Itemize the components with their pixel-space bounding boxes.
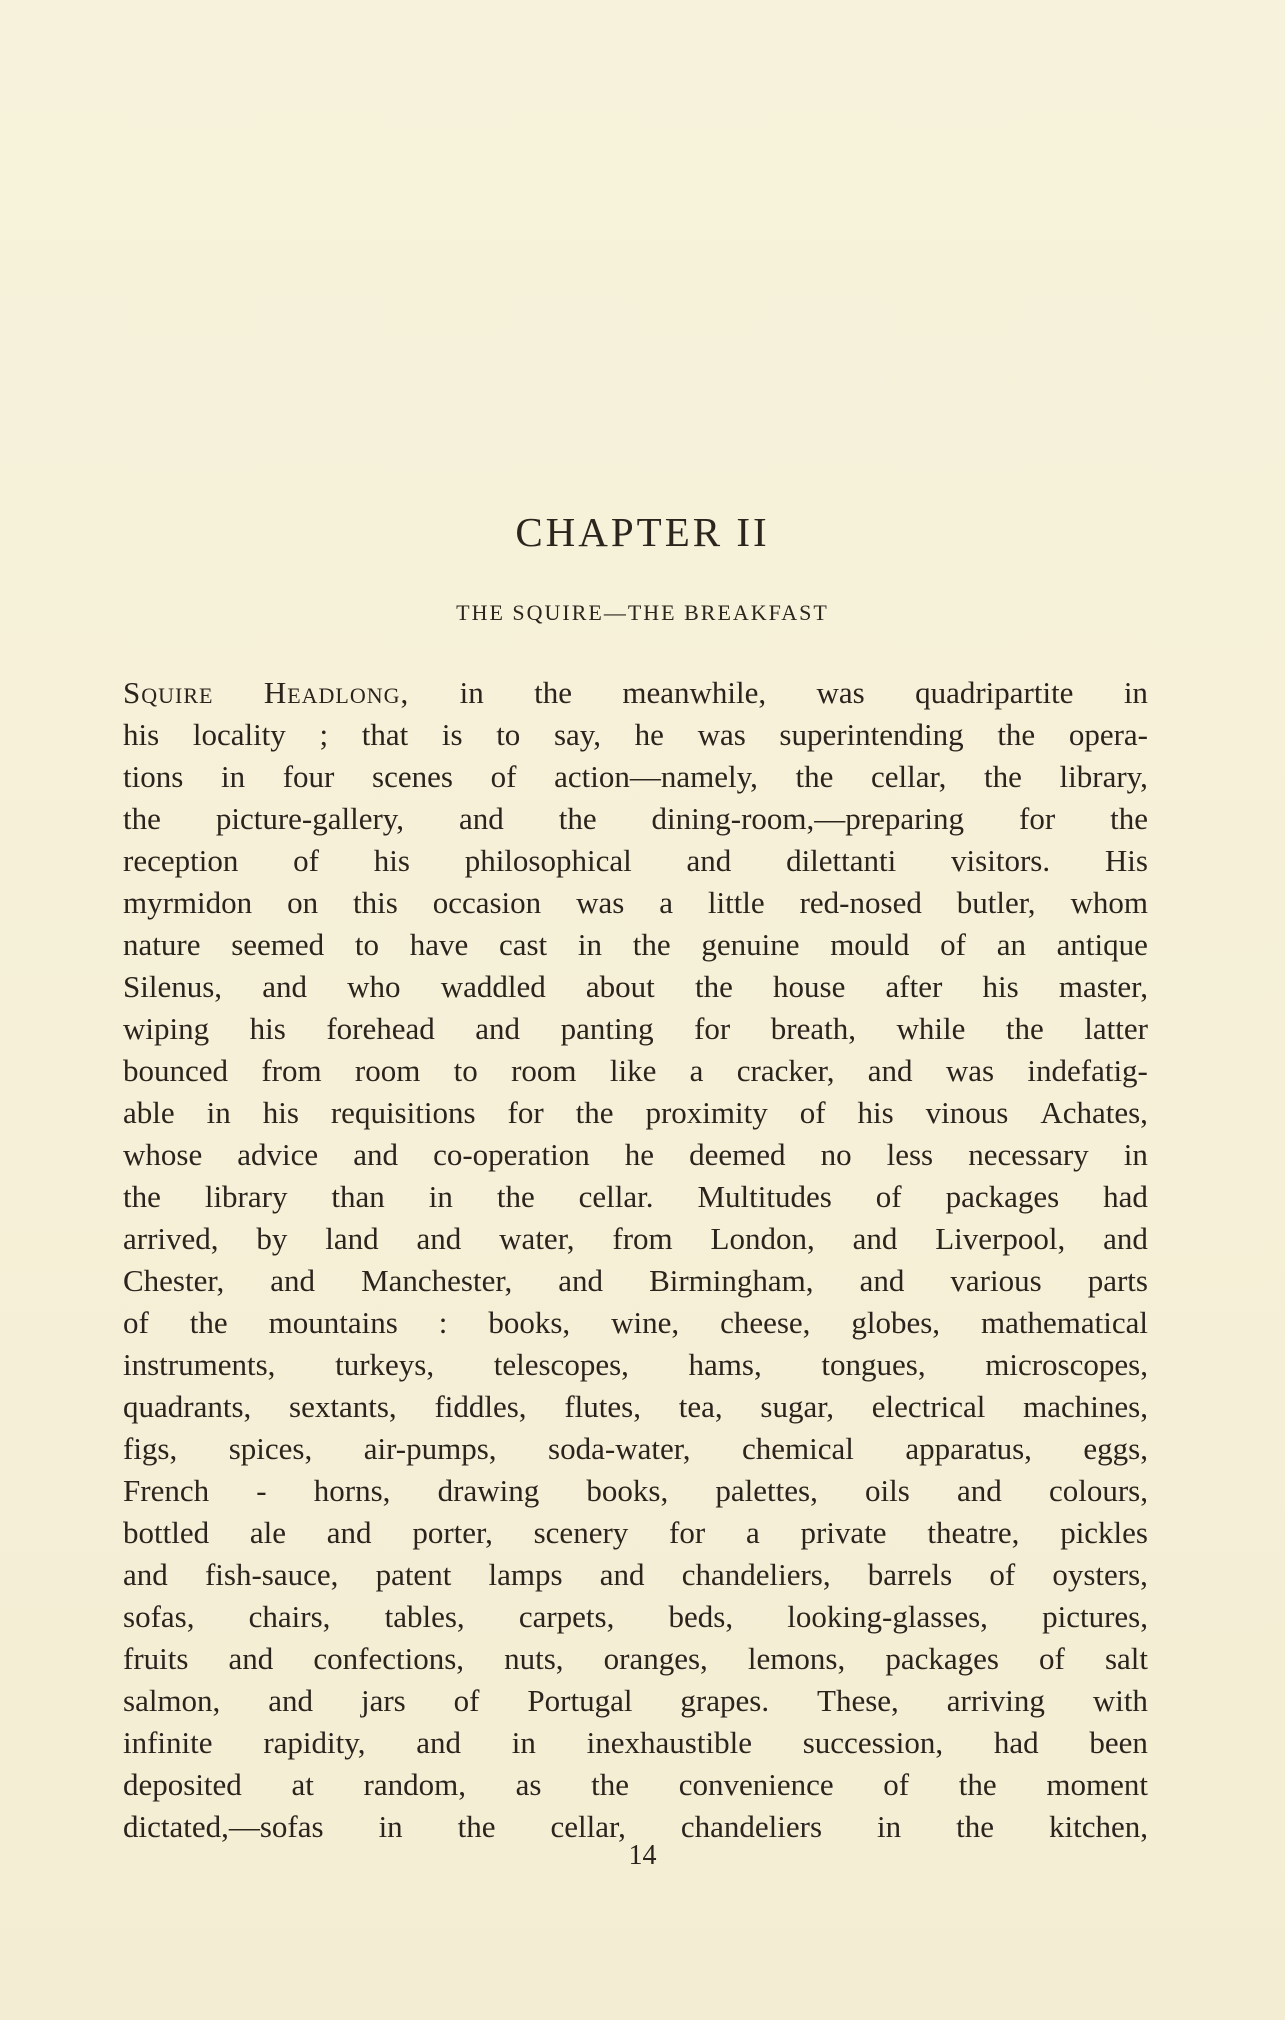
word: the bbox=[795, 759, 834, 794]
word: pickles bbox=[1060, 1515, 1148, 1550]
word: visitors. bbox=[951, 843, 1051, 878]
word: infinite bbox=[123, 1725, 213, 1760]
text-line bbox=[123, 1176, 1148, 1218]
word: telescopes, bbox=[493, 1347, 629, 1382]
word: on bbox=[287, 885, 319, 920]
word: of bbox=[940, 927, 966, 962]
word: deposited bbox=[123, 1767, 242, 1802]
word: to bbox=[453, 1053, 478, 1088]
word: was bbox=[576, 885, 625, 920]
word: oils bbox=[865, 1473, 910, 1508]
word: turkeys, bbox=[335, 1347, 435, 1382]
word: of bbox=[1039, 1641, 1065, 1676]
chapter-subtitle: THE SQUIRE—THE BREAKFAST bbox=[456, 600, 829, 625]
word: ale bbox=[249, 1515, 287, 1550]
word: of bbox=[123, 1305, 149, 1340]
text-line bbox=[123, 672, 1148, 714]
word: : bbox=[438, 1305, 448, 1340]
word: drawing bbox=[437, 1473, 540, 1508]
word: occasion bbox=[432, 885, 542, 920]
word: tables, bbox=[384, 1599, 465, 1634]
word: beds, bbox=[668, 1599, 734, 1634]
word: of bbox=[875, 1179, 902, 1214]
word: Portugal bbox=[527, 1683, 633, 1718]
word: who bbox=[347, 969, 401, 1004]
word: had bbox=[993, 1725, 1039, 1760]
word: his bbox=[857, 1095, 894, 1130]
word: French bbox=[123, 1473, 210, 1508]
word: mould bbox=[830, 927, 910, 962]
word: books, bbox=[586, 1473, 669, 1508]
word: tions bbox=[123, 759, 184, 794]
word: his bbox=[249, 1011, 286, 1046]
word: of bbox=[883, 1767, 910, 1802]
word: nature bbox=[123, 927, 201, 962]
word: and bbox=[416, 1221, 462, 1256]
text-line bbox=[123, 1302, 1148, 1344]
text-line bbox=[123, 1050, 1148, 1092]
word: whose bbox=[123, 1137, 203, 1172]
word: in bbox=[206, 1095, 231, 1130]
word: and bbox=[558, 1263, 604, 1298]
word: fish-sauce, bbox=[204, 1557, 339, 1592]
word: picture-gallery, bbox=[215, 801, 405, 836]
word: say, bbox=[553, 717, 602, 752]
chapter-title: CHAPTER II bbox=[515, 509, 770, 555]
text-line bbox=[123, 966, 1148, 1008]
word: after bbox=[885, 969, 943, 1004]
word: was bbox=[697, 717, 746, 752]
word: the bbox=[189, 1305, 228, 1340]
word: Chester, bbox=[123, 1263, 225, 1298]
text-line bbox=[123, 1428, 1148, 1470]
word: Silenus, bbox=[123, 969, 223, 1004]
word: had bbox=[1103, 1179, 1148, 1214]
word: salmon, bbox=[123, 1683, 221, 1718]
word: and bbox=[416, 1725, 462, 1760]
text-line bbox=[123, 1470, 1148, 1512]
word: an bbox=[996, 927, 1026, 962]
word: private bbox=[800, 1515, 887, 1550]
word: Manchester, bbox=[361, 1263, 513, 1298]
word: flutes, bbox=[564, 1389, 641, 1424]
word: the bbox=[997, 717, 1036, 752]
word: and bbox=[475, 1011, 521, 1046]
word: and bbox=[262, 969, 307, 1004]
word: of bbox=[490, 759, 517, 794]
word: bounced bbox=[123, 1053, 229, 1088]
text-line bbox=[123, 1134, 1148, 1176]
word: cellar, bbox=[550, 1809, 626, 1844]
word: globes, bbox=[851, 1305, 941, 1340]
word: panting bbox=[560, 1011, 654, 1046]
word: spices, bbox=[228, 1431, 313, 1466]
word: a bbox=[659, 885, 673, 920]
word: about bbox=[585, 969, 655, 1004]
word: less bbox=[886, 1137, 934, 1172]
word: was bbox=[945, 1053, 995, 1088]
word: house bbox=[773, 969, 846, 1004]
text-line bbox=[123, 1260, 1148, 1302]
word: and bbox=[353, 1137, 398, 1172]
word: in bbox=[220, 759, 246, 794]
word: microscopes, bbox=[985, 1347, 1148, 1382]
word: cracker, bbox=[736, 1053, 835, 1088]
word: theatre, bbox=[927, 1515, 1020, 1550]
word: is bbox=[441, 717, 463, 752]
word: random, bbox=[363, 1767, 466, 1802]
text-line bbox=[123, 1218, 1148, 1260]
word: was bbox=[816, 675, 865, 710]
word: of bbox=[453, 1683, 480, 1718]
word: of bbox=[293, 843, 319, 878]
word: action—namely, bbox=[554, 759, 758, 794]
word: and bbox=[852, 1221, 898, 1256]
word: colours, bbox=[1048, 1473, 1148, 1508]
word: tea, bbox=[678, 1389, 723, 1424]
word: oranges, bbox=[603, 1641, 708, 1676]
word: in bbox=[1123, 675, 1148, 710]
word: machines, bbox=[1023, 1389, 1148, 1424]
word: indefatig- bbox=[1027, 1053, 1148, 1088]
word: myrmidon bbox=[123, 885, 253, 920]
word: chemical bbox=[742, 1431, 854, 1466]
word: like bbox=[609, 1053, 657, 1088]
word: sofas, bbox=[123, 1599, 195, 1634]
word: rapidity, bbox=[263, 1725, 366, 1760]
word: packages bbox=[945, 1179, 1060, 1214]
word: electrical bbox=[871, 1389, 986, 1424]
word: red-nosed bbox=[799, 885, 922, 920]
word: the bbox=[958, 1767, 997, 1802]
word: four bbox=[282, 759, 335, 794]
word: books, bbox=[488, 1305, 571, 1340]
word: philosophical bbox=[464, 843, 632, 878]
text-line bbox=[123, 882, 1148, 924]
word: moment bbox=[1046, 1767, 1148, 1802]
word: requisitions bbox=[330, 1095, 476, 1130]
text-line bbox=[123, 1638, 1148, 1680]
word: forehead bbox=[326, 1011, 435, 1046]
word: the bbox=[956, 1809, 994, 1844]
word: room bbox=[511, 1053, 577, 1088]
word: Multitudes bbox=[697, 1179, 832, 1214]
word: Headlong, bbox=[263, 675, 410, 710]
word: eggs, bbox=[1083, 1431, 1148, 1466]
word: wine, bbox=[611, 1305, 680, 1340]
word: cellar. bbox=[578, 1179, 654, 1214]
word: breath, bbox=[770, 1011, 856, 1046]
word: the bbox=[496, 1179, 535, 1214]
word: the bbox=[694, 969, 733, 1004]
word: various bbox=[950, 1263, 1042, 1298]
word: the bbox=[575, 1095, 614, 1130]
word: co-operation bbox=[433, 1137, 590, 1172]
text-line bbox=[123, 1344, 1148, 1386]
word: chandeliers, bbox=[681, 1557, 831, 1592]
word: and bbox=[123, 1557, 168, 1592]
word: These, bbox=[817, 1683, 899, 1718]
word: for bbox=[507, 1095, 544, 1130]
word: soda-water, bbox=[548, 1431, 691, 1466]
word: a bbox=[689, 1053, 704, 1088]
word: that bbox=[361, 717, 409, 752]
word: library, bbox=[1059, 759, 1148, 794]
word: the bbox=[123, 801, 161, 836]
word: latter bbox=[1084, 1011, 1148, 1046]
word: wiping bbox=[123, 1011, 210, 1046]
word: butler, bbox=[956, 885, 1036, 920]
word: chandeliers bbox=[680, 1809, 823, 1844]
word: dilettanti bbox=[786, 843, 897, 878]
text-line bbox=[123, 1722, 1148, 1764]
word: while bbox=[896, 1011, 966, 1046]
word: no bbox=[820, 1137, 852, 1172]
word: the bbox=[591, 1767, 630, 1802]
word: for bbox=[1019, 801, 1056, 836]
word: dictated,—sofas bbox=[123, 1809, 324, 1844]
word: inexhaustible bbox=[586, 1725, 752, 1760]
word: arrived, bbox=[123, 1221, 219, 1256]
word: salt bbox=[1104, 1641, 1148, 1676]
word: and bbox=[957, 1473, 1002, 1508]
word: and bbox=[270, 1263, 316, 1298]
word: in bbox=[428, 1179, 453, 1214]
word: - bbox=[256, 1473, 267, 1508]
word: locality bbox=[192, 717, 286, 752]
word: genuine bbox=[701, 927, 800, 962]
word: with bbox=[1092, 1683, 1148, 1718]
word: the bbox=[457, 1809, 496, 1844]
word: in bbox=[1123, 1137, 1148, 1172]
word: in bbox=[511, 1725, 536, 1760]
word: bottled bbox=[123, 1515, 210, 1550]
word: dining-room,—preparing bbox=[651, 801, 965, 836]
word: Birmingham, bbox=[649, 1263, 814, 1298]
word: than bbox=[331, 1179, 385, 1214]
word: succession, bbox=[802, 1725, 944, 1760]
word: patent bbox=[375, 1557, 452, 1592]
word: convenience bbox=[678, 1767, 834, 1802]
text-line bbox=[123, 1596, 1148, 1638]
word: of bbox=[799, 1095, 826, 1130]
word: necessary bbox=[968, 1137, 1089, 1172]
word: in bbox=[459, 675, 484, 710]
word: water, bbox=[499, 1221, 575, 1256]
word: seemed bbox=[231, 927, 325, 962]
word: kitchen, bbox=[1048, 1809, 1148, 1844]
word: whom bbox=[1070, 885, 1148, 920]
word: mathematical bbox=[981, 1305, 1148, 1340]
word: proximity bbox=[645, 1095, 768, 1130]
word: lemons, bbox=[747, 1641, 846, 1676]
word: the bbox=[1005, 1011, 1044, 1046]
word: His bbox=[1104, 843, 1148, 878]
word: London, bbox=[710, 1221, 815, 1256]
word: confections, bbox=[313, 1641, 465, 1676]
word: sugar, bbox=[760, 1389, 835, 1424]
word: meanwhile, bbox=[622, 675, 767, 710]
word: porter, bbox=[412, 1515, 493, 1550]
word: lamps bbox=[488, 1557, 563, 1592]
word: his bbox=[373, 843, 410, 878]
word: his bbox=[982, 969, 1019, 1004]
word: palettes, bbox=[715, 1473, 818, 1508]
word: master, bbox=[1058, 969, 1148, 1004]
text-line bbox=[123, 798, 1148, 840]
word: oysters, bbox=[1052, 1557, 1148, 1592]
word: waddled bbox=[440, 969, 546, 1004]
word: and bbox=[686, 843, 732, 878]
word: advice bbox=[237, 1137, 319, 1172]
word: the bbox=[632, 927, 671, 962]
word: from bbox=[261, 1053, 322, 1088]
text-line bbox=[123, 1512, 1148, 1554]
word: cellar, bbox=[871, 759, 947, 794]
word: quadrants, bbox=[123, 1389, 252, 1424]
word: his bbox=[123, 717, 160, 752]
word: vinous bbox=[925, 1095, 1009, 1130]
word: antique bbox=[1056, 927, 1148, 962]
word: this bbox=[352, 885, 398, 920]
word: to bbox=[354, 927, 379, 962]
word: sextants, bbox=[289, 1389, 397, 1424]
word: tongues, bbox=[821, 1347, 926, 1382]
body-text bbox=[123, 672, 1148, 1848]
word: nuts, bbox=[504, 1641, 564, 1676]
word: figs, bbox=[123, 1431, 178, 1466]
word: mountains bbox=[268, 1305, 398, 1340]
text-line bbox=[123, 1008, 1148, 1050]
word: and bbox=[867, 1053, 913, 1088]
word: room bbox=[354, 1053, 421, 1088]
word: and bbox=[1103, 1221, 1148, 1256]
word: carpets, bbox=[518, 1599, 615, 1634]
word: fiddles, bbox=[434, 1389, 527, 1424]
word: grapes. bbox=[680, 1683, 770, 1718]
word: pictures, bbox=[1042, 1599, 1148, 1634]
word: the bbox=[123, 1179, 161, 1214]
word: chairs, bbox=[248, 1599, 331, 1634]
word: arriving bbox=[946, 1683, 1045, 1718]
word: instruments, bbox=[123, 1347, 276, 1382]
word: Squire bbox=[123, 675, 214, 710]
word: land bbox=[325, 1221, 379, 1256]
page-number: 14 bbox=[628, 1840, 657, 1871]
word: little bbox=[707, 885, 765, 920]
text-line bbox=[123, 1092, 1148, 1134]
word: the bbox=[558, 801, 597, 836]
word: cheese, bbox=[720, 1305, 811, 1340]
word: able bbox=[123, 1095, 175, 1130]
word: jars bbox=[360, 1683, 406, 1718]
word: he bbox=[634, 717, 664, 752]
word: barrels bbox=[867, 1557, 953, 1592]
word: ; bbox=[319, 717, 329, 752]
word: superintending bbox=[779, 717, 964, 752]
word: library bbox=[204, 1179, 288, 1214]
word: and bbox=[326, 1515, 372, 1550]
text-line bbox=[123, 714, 1148, 756]
word: have bbox=[409, 927, 469, 962]
text-line bbox=[123, 756, 1148, 798]
word: for bbox=[694, 1011, 731, 1046]
word: looking-glasses, bbox=[787, 1599, 988, 1634]
word: apparatus, bbox=[905, 1431, 1032, 1466]
word: as bbox=[515, 1767, 542, 1802]
word: the bbox=[534, 675, 572, 710]
word: and bbox=[859, 1263, 905, 1298]
word: from bbox=[612, 1221, 673, 1256]
text-line bbox=[123, 840, 1148, 882]
word: horns, bbox=[313, 1473, 391, 1508]
word: and bbox=[599, 1557, 645, 1592]
word: to bbox=[496, 717, 521, 752]
word: reception bbox=[123, 843, 239, 878]
text-line bbox=[123, 1680, 1148, 1722]
word: by bbox=[256, 1221, 288, 1256]
word: in bbox=[877, 1809, 902, 1844]
word: scenery bbox=[533, 1515, 629, 1550]
word: Liverpool, bbox=[935, 1221, 1066, 1256]
word: Achates, bbox=[1040, 1095, 1148, 1130]
word: air-pumps, bbox=[363, 1431, 497, 1466]
word: cast bbox=[498, 927, 548, 962]
word: fruits bbox=[123, 1641, 189, 1676]
word: the bbox=[1110, 801, 1148, 836]
text-line bbox=[123, 924, 1148, 966]
word: a bbox=[745, 1515, 760, 1550]
word: scenes bbox=[372, 759, 453, 794]
word: hams, bbox=[688, 1347, 762, 1382]
text-line bbox=[123, 1764, 1148, 1806]
word: he bbox=[624, 1137, 655, 1172]
word: deemed bbox=[689, 1137, 786, 1172]
word: in bbox=[378, 1809, 403, 1844]
word: and bbox=[268, 1683, 314, 1718]
word: for bbox=[669, 1515, 706, 1550]
word: parts bbox=[1087, 1263, 1148, 1298]
word: quadripartite bbox=[915, 675, 1074, 710]
word: and bbox=[228, 1641, 274, 1676]
word: of bbox=[989, 1557, 1016, 1592]
word: his bbox=[262, 1095, 299, 1130]
word: at bbox=[291, 1767, 314, 1802]
word: in bbox=[577, 927, 603, 962]
word: packages bbox=[885, 1641, 999, 1676]
word: opera- bbox=[1068, 717, 1148, 752]
text-line bbox=[123, 1554, 1148, 1596]
word: and bbox=[458, 801, 504, 836]
word: the bbox=[984, 759, 1022, 794]
text-line bbox=[123, 1386, 1148, 1428]
word: been bbox=[1089, 1725, 1148, 1760]
